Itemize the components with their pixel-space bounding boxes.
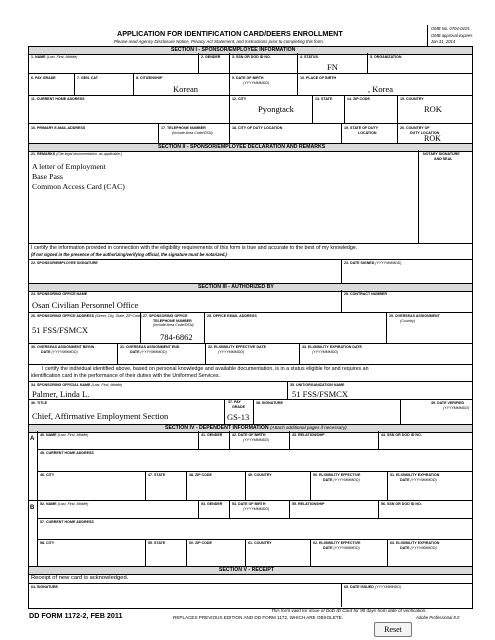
previous-edition-note: REPLACES PREVIOUS EDITION AND DD FORM 1172, WHICH ARE OBSOLETE.	[173, 615, 343, 620]
f29-overseas-label: 29. OVERSEAS ASSIGNMENT	[389, 314, 440, 318]
f8-citizenship-label: 8. CITIZENSHIP	[136, 76, 163, 80]
f23-date-signed-label: 23. DATE SIGNED (YYYYMMMDD)	[344, 261, 402, 265]
omb-number: OMB No. 0704-0415	[431, 26, 470, 31]
certification-2-line-1: I certify the individual identified above, based on personal knowledge and available documentation, is in a status eligible for and requires an	[42, 366, 369, 372]
f29-overseas-hint: (Country)	[400, 318, 415, 323]
citizenship-value[interactable]: Korean	[173, 84, 199, 94]
f2-gender-label: 2. GENDER	[201, 55, 221, 59]
f28-office-email-label: 28. OFFICE EMAIL ADDRESS	[207, 314, 257, 318]
f37-pay-grade-label: 37. PAY	[228, 400, 241, 404]
f40-dep-name-label: 40. NAME (Last, First, Middle)	[40, 433, 89, 437]
f31-end-date-label: 31. OVERSEAS ASSIGNMENT END	[120, 345, 180, 349]
f19-duty-state-label: 19. STATE OF DUTY	[344, 126, 379, 130]
form-identifier: DD FORM 1172-2, FEB 2011	[29, 611, 123, 620]
f41-dep-gender-label: 41. GENDER	[201, 433, 223, 437]
f44-dep-ssn-label: 44. SSN OR DOD ID NO.	[381, 433, 422, 437]
f61-dep-country-label: 61. COUNTRY	[248, 541, 272, 545]
f11-address-label: 11. CURRENT HOME ADDRESS	[31, 97, 85, 101]
f3-ssn-label: 3. SSN OR DOD ID NO.	[232, 55, 271, 59]
certification-2-line-2: identification card in the performance of their duties with the Uniformed Services.	[31, 373, 221, 379]
f38-signature-label: 38. SIGNATURE	[256, 401, 283, 405]
f35-unit-label: 35. UNIT/ORGANIZATION NAME	[290, 383, 345, 387]
status-value[interactable]: FN	[327, 62, 338, 72]
f13-state-label: 13. STATE	[315, 97, 333, 101]
f56-dep-ssn-label: 56. SSN OR DOD ID NO.	[381, 502, 422, 506]
f30-begin-date-label-2: DATE (YYYYMMMDD)	[41, 349, 78, 354]
f43-relationship-label: 43. RELATIONSHIP	[292, 433, 325, 437]
f7-gen-cat-label: 7. GEN. CAT	[77, 76, 98, 80]
form-title: APPLICATION FOR IDENTIFICATION CARD/DEERS ENROLLMENT	[117, 29, 343, 38]
f21-remarks-label: 21. REMARKS (Cite legal documentation, as applicable.)	[31, 152, 123, 156]
f20-duty-country-label-2: DUTY LOCATION	[410, 130, 440, 135]
notary-label-1: NOTARY SIGNATURE	[423, 152, 460, 156]
f9-dob-hint: (YYYYMMMDD)	[243, 80, 270, 85]
f62-dep-effective-label-2: DATE (YYYYMMMDD)	[323, 545, 360, 550]
f20-duty-country-label: 20. COUNTRY OF	[400, 126, 430, 130]
section-4-title: SECTION IV - DEPENDENT INFORMATION (Attach additional pages if necessary)	[165, 424, 347, 431]
f58-dep-city-label: 58. CITY	[40, 541, 55, 545]
f59-dep-state-label: 59. STATE	[148, 541, 166, 545]
f16-email-label: 16. PRIMARY E-MAIL ADDRESS	[31, 126, 86, 130]
f27-office-phone-label: 27. SPONSORING OFFICE	[143, 314, 188, 318]
f17-phone-hint: (Include Area Code/DSN)	[172, 130, 213, 135]
f17-phone-label: 17. TELEPHONE NUMBER	[161, 126, 206, 130]
f26-office-address-label: 26. SPONSORING OFFICE ADDRESS (Street, City, State, ZIP Code)	[31, 314, 143, 318]
omb-expiration-line1: OMB approval expires	[431, 33, 473, 38]
f4-status-label: 4. STATUS	[300, 55, 318, 59]
country-value[interactable]: ROK	[424, 104, 442, 114]
reset-button[interactable]: Reset	[374, 622, 412, 637]
f19-duty-state-label-2: LOCATION	[358, 130, 377, 135]
pay-grade-value[interactable]: GS-13	[227, 412, 250, 422]
f24-office-name-label: 24. SPONSORING OFFICE NAME	[31, 292, 88, 296]
f36-title-label: 36. TITLE	[31, 401, 47, 405]
f42-dep-dob-hint: (YYYYMMMDD)	[243, 437, 270, 442]
validity-note: This form valid for issue of DoD ID Card for 90 days from date of verification.	[271, 608, 427, 613]
adobe-version: Adobe Professional 8.0	[416, 615, 460, 620]
section-5-title: SECTION V - RECEIPT	[219, 566, 275, 573]
f63-dep-expiration-label: 63. ELIGIBILITY EXPIRATION	[390, 541, 440, 545]
f54-dep-dob-label: 54. DATE OF BIRTH	[232, 502, 266, 506]
f30-begin-date-label: 30. OVERSEAS ASSIGNMENT BEGIN	[31, 345, 95, 349]
dependent-a-marker: A	[30, 436, 35, 442]
unit-name-value[interactable]: 51 FSS/FSMCX	[292, 389, 348, 399]
form-frame	[28, 46, 473, 609]
city-value[interactable]: Pyongtack	[258, 104, 294, 114]
f34-official-name-label: 34. SPONSORING OFFICIAL NAME (Last, First, Middle)	[31, 383, 123, 387]
dependent-b-marker: B	[30, 505, 35, 511]
place-of-birth-value[interactable]: , Korea	[368, 84, 394, 94]
receipt-statement: Receipt of new card is acknowledged.	[31, 575, 129, 581]
f62-dep-effective-label: 62. ELIGIBILITY EFFECTIVE	[313, 541, 361, 545]
omb-expiration-line2: Jan 31, 2014	[431, 39, 456, 44]
f64-receipt-signature-label: 64. SIGNATURE	[31, 585, 58, 589]
duty-country-value[interactable]: ROK	[424, 134, 441, 143]
f27-office-phone-hint: (Include Area Code/DSN)	[153, 323, 194, 327]
f25-contract-label: 25. CONTRACT NUMBER	[344, 292, 387, 296]
f51-dep-expiration-label-2: DATE (YYYYMMMDD)	[400, 477, 437, 482]
f15-country-label: 15. COUNTRY	[400, 97, 424, 101]
remarks-line-2[interactable]: Base Pass	[32, 172, 63, 181]
f45-dep-address-label: 45. CURRENT HOME ADDRESS	[40, 451, 94, 455]
official-name-value[interactable]: Palmer, Linda L.	[32, 389, 90, 399]
f39-date-verified-label: 39. DATE VERIFIED	[431, 401, 465, 405]
section-1-title: SECTION I - SPONSOR/EMPLOYEE INFORMATION	[171, 46, 296, 53]
f49-dep-country-label: 49. COUNTRY	[248, 473, 272, 477]
f37-pay-grade-label-2: GRADE	[232, 404, 245, 409]
f55-relationship-label: 55. RELATIONSHIP	[292, 502, 325, 506]
section-3-title: SECTION III - AUTHORIZED BY	[198, 283, 274, 290]
section-2-title: SECTION II - SPONSOR/EMPLOYEE DECLARATION AND REMARKS	[158, 143, 326, 150]
f5-organization-label: 5. ORGANIZATION	[370, 55, 402, 59]
f51-dep-expiration-label: 51. ELIGIBILITY EXPIRATION	[390, 473, 440, 477]
f14-zip-label: 14. ZIP CODE	[347, 97, 370, 101]
f48-dep-zip-label: 48. ZIP CODE	[189, 473, 212, 477]
f27-office-phone-label-2: TELEPHONE NUMBER	[153, 318, 192, 323]
f42-dep-dob-label: 42. DATE OF BIRTH	[232, 433, 266, 437]
f39-date-verified-hint: (YYYYMMMDD)	[443, 405, 470, 410]
f31-end-date-label-2: DATE (YYYYMMMDD)	[130, 349, 167, 354]
notary-label-2: AND SEAL	[434, 157, 453, 161]
f10-place-of-birth-label: 10. PLACE OF BIRTH	[300, 76, 337, 80]
f60-dep-zip-label: 60. ZIP CODE	[189, 541, 212, 545]
f50-dep-effective-label-2: DATE (YYYYMMMDD)	[323, 477, 360, 482]
office-address-value[interactable]: 51 FSS/FSMCX	[32, 325, 88, 335]
f9-dob-label: 9. DATE OF BIRTH	[232, 76, 264, 80]
f1-name-label: 1. NAME (Last, First, Middle)	[31, 55, 78, 59]
office-phone-value[interactable]: 784-6862	[160, 332, 193, 342]
office-name-value[interactable]: Osan Civilian Personnel Office	[32, 300, 139, 310]
certification-statement: I certify the information provided in connection with the eligibility requirements of this form is true and accurate to the best of my knowledge.	[31, 245, 358, 251]
f54-dep-dob-hint: (YYYYMMMDD)	[243, 506, 270, 511]
f33-expiration-date-label: 33. ELIGIBILITY EXPIRATION DATE	[302, 345, 362, 349]
f63-dep-expiration-label-2: DATE (YYYYMMMDD)	[400, 545, 437, 550]
f47-dep-state-label: 47. STATE	[148, 473, 166, 477]
f52-dep-name-label: 52. NAME (Last, First, Middle)	[40, 502, 89, 506]
f18-duty-city-label: 18. CITY OF DUTY LOCATION	[232, 126, 283, 130]
title-value[interactable]: Chief, Affirmative Employment Section	[32, 411, 169, 421]
f32-effective-date-label: 32. ELIGIBILITY EFFECTIVE DATE	[208, 345, 266, 349]
f50-dep-effective-label: 50. ELIGIBILITY EFFECTIVE	[313, 473, 361, 477]
f32-effective-date-hint: (YYYYMMMDD)	[218, 349, 245, 354]
certification-note: (If not signed in the presence of the authorizing/verifying official, the signature must be notarized.)	[31, 252, 227, 257]
remarks-line-3[interactable]: Common Access Card (CAC)	[32, 182, 125, 191]
f33-expiration-date-hint: (YYYYMMMDD)	[312, 349, 339, 354]
f65-date-issued-label: 65. DATE ISSUED (YYYYMMMDD)	[344, 585, 402, 589]
f53-dep-gender-label: 53. GENDER	[201, 502, 223, 506]
f22-signature-label: 22. SPONSOR/EMPLOYEE SIGNATURE	[31, 261, 98, 265]
f57-dep-address-label: 57. CURRENT HOME ADDRESS	[40, 520, 94, 524]
f12-city-label: 12. CITY	[232, 97, 247, 101]
f46-dep-city-label: 46. CITY	[40, 473, 55, 477]
f6-pay-grade-label: 6. PAY GRADE	[31, 76, 56, 80]
remarks-line-1[interactable]: A letter of Employment	[32, 162, 106, 171]
form-subtitle: Please read Agency Disclosure Notice, Privacy Act Statement, and Instructions prior to completing this form.	[114, 39, 325, 44]
